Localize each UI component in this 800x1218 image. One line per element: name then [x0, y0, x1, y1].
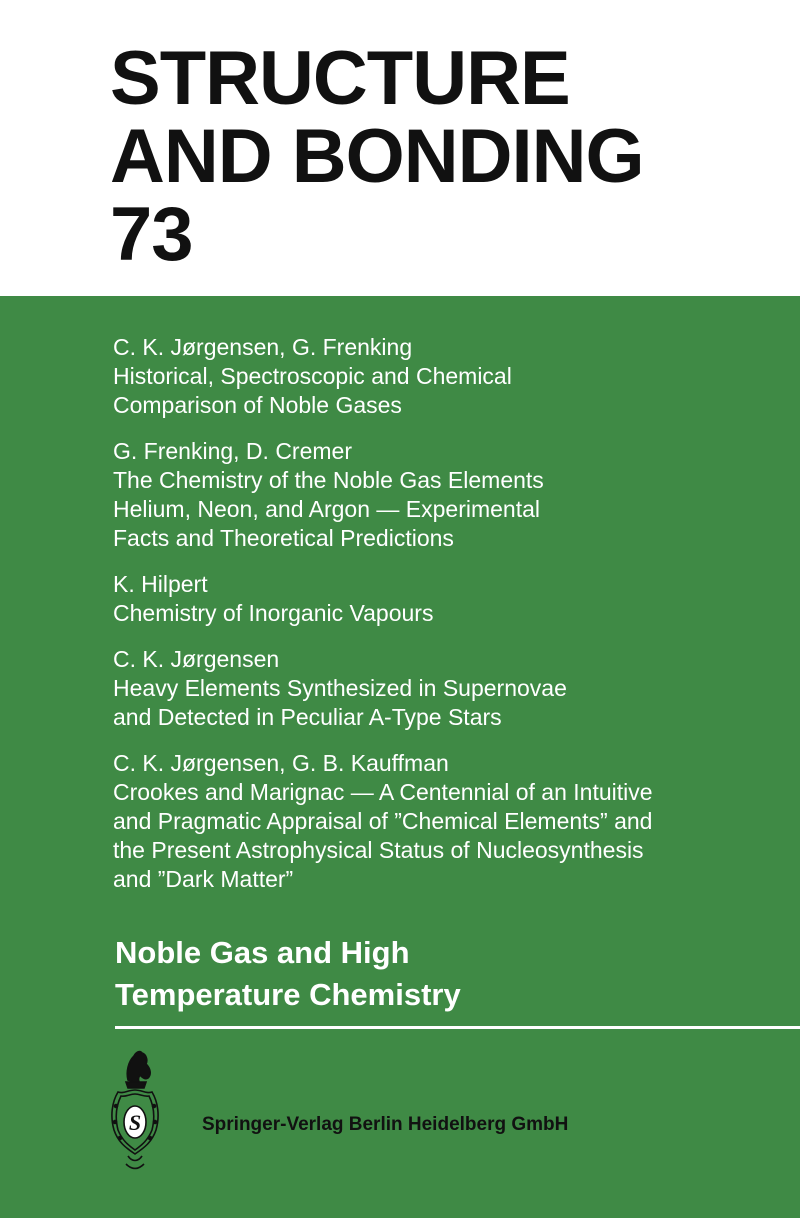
entry-title-line: Helium, Neon, and Argon — Experimental [113, 496, 540, 522]
contents-entry [113, 333, 793, 420]
entry-authors: C. K. Jørgensen, G. B. Kauffman [113, 750, 449, 776]
publisher-name: Springer-Verlag Berlin Heidelberg GmbH [202, 1114, 569, 1135]
contents-entry [113, 570, 793, 628]
series-title [110, 36, 644, 277]
entry-title-line: Historical, Spectroscopic and Chemical [113, 363, 512, 389]
springer-knight-logo-icon [108, 1044, 162, 1176]
entry-title-line: and Pragmatic Appraisal of ”Chemical Elements” and [113, 808, 653, 834]
entry-title-line: and ”Dark Matter” [113, 866, 294, 892]
entry-title-line: The Chemistry of the Noble Gas Elements [113, 467, 544, 493]
entry-title-line: Heavy Elements Synthesized in Supernovae [113, 675, 567, 701]
series-title-line-2: AND BONDING [110, 114, 644, 199]
contents-entry [113, 749, 793, 894]
entry-title-line: the Present Astrophysical Status of Nucleosynthesis [113, 837, 644, 863]
book-title [115, 932, 461, 1016]
book-title-line-1: Noble Gas and High [115, 935, 410, 970]
series-title-line-1: STRUCTURE [110, 36, 570, 121]
book-title-line-2: Temperature Chemistry [115, 977, 461, 1012]
entry-authors: K. Hilpert [113, 571, 208, 597]
entry-title-line: Crookes and Marignac — A Centennial of an Intuitive [113, 779, 653, 805]
entry-title-line: Facts and Theoretical Predictions [113, 525, 454, 551]
entry-authors: G. Frenking, D. Cremer [113, 438, 352, 464]
entry-authors: C. K. Jørgensen [113, 646, 280, 672]
entry-title-line: Comparison of Noble Gases [113, 392, 402, 418]
divider-rule [115, 1026, 800, 1029]
contents-list [113, 333, 793, 911]
cover-top-panel [0, 0, 800, 296]
entry-title-line: Chemistry of Inorganic Vapours [113, 600, 434, 626]
volume-number: 73 [110, 192, 193, 277]
svg-text:S: S [128, 1110, 142, 1135]
entry-authors: C. K. Jørgensen, G. Frenking [113, 334, 413, 360]
entry-title-line: and Detected in Peculiar A-Type Stars [113, 704, 502, 730]
contents-entry [113, 645, 793, 732]
contents-entry [113, 437, 793, 553]
